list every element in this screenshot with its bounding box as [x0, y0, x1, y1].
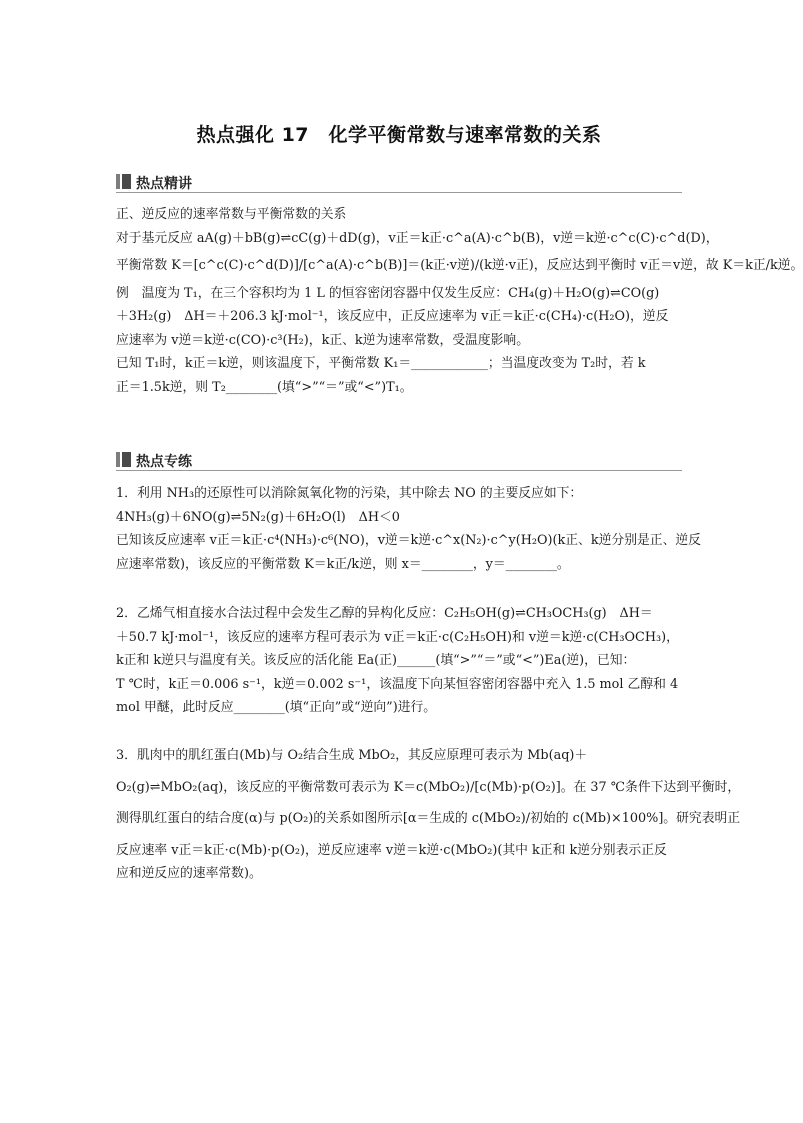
question-2 [116, 602, 682, 720]
intro-block [116, 203, 803, 399]
text-line: 测得肌红蛋白的结合度(α)与 p(O₂)的关系如图所示[α＝生成的 c(MbO₂)/初始的 c(Mb)×100%]。研究表明正 [116, 811, 741, 826]
question-1 [116, 482, 701, 576]
question-3 [116, 744, 741, 886]
text-line: 已知 T₁时，k正＝k逆，则该温度下，平衡常数 K₁＝____________；当温度改变为 T₂时，若 k [116, 356, 646, 371]
text-line: 应速率为 v逆＝k逆·c(CO)·c³(H₂)，k正、k逆为速率常数，受温度影响。 [116, 332, 530, 348]
section-header-explanation [116, 172, 682, 193]
text-line: mol 甲醚，此时反应________(填“正向”或“逆向”)进行。 [116, 700, 437, 715]
text-line: 正＝1.5k逆，则 T₂________(填“>”“＝”或“<”)T₁。 [116, 379, 413, 395]
section-marker-icon [116, 452, 132, 467]
page-title: 热点强化 17 化学平衡常数与速率常数的关系 [196, 124, 602, 146]
text-line: 反应速率 v正＝k正·c(Mb)·p(O₂)，逆反应速率 v逆＝k逆·c(MbO₂)(其中 k正和 k逆分别表示正反 [116, 842, 667, 858]
section-marker-icon [116, 174, 132, 189]
section-label: 热点精讲 [136, 176, 192, 192]
text-line: 应和逆反应的速率常数)。 [116, 866, 262, 881]
text-line: ＋3H₂(g) ΔH＝＋206.3 kJ·mol⁻¹，该反应中，正反应速率为 v正＝k正·c(CH₄)·c(H₂O)，逆反 [116, 309, 669, 324]
text-line: 对于基元反应 aA(g)＋bB(g)⇌cC(g)＋dD(g)，v正＝k正·c^a(A)·c^b(B)，v逆＝k逆·c^c(C)·c^d(D)， [116, 230, 719, 246]
text-line: k正和 k逆只与温度有关。该反应的活化能 Ea(正)______(填“>”“＝”或“<”)Ea(逆)，已知： [116, 653, 636, 668]
text-line: 1．利用 NH₃的还原性可以消除氮氧化物的污染，其中除去 NO 的主要反应如下： [116, 486, 583, 501]
text-line: 已知该反应速率 v正＝k正·c⁴(NH₃)·c⁶(NO)，v逆＝k逆·c^x(N₂)·c^y(H₂O)(k正、k逆分别是正、逆反 [116, 533, 701, 548]
text-line: 例 温度为 T₁，在三个容积均为 1 L 的恒容密闭容器中仅发生反应：CH₄(g)＋H₂O(g)⇌CO(g) [116, 285, 660, 301]
text-line: O₂(g)⇌MbO₂(aq)，该反应的平衡常数可表示为 K＝c(MbO₂)/[c(Mb)·p(O₂)]。在 37 ℃条件下达到平衡时， [116, 779, 741, 795]
section-header-practice [116, 450, 682, 471]
text-line: 3．肌肉中的肌红蛋白(Mb)与 O₂结合生成 MbO₂，其反应原理可表示为 Mb(aq)＋ [116, 748, 588, 763]
text-line: 2．乙烯气相直接水合法过程中会发生乙醇的异构化反应：C₂H₅OH(g)⇌CH₃OCH₃(g) ΔH＝ [116, 606, 653, 621]
intro-heading: 正、逆反应的速率常数与平衡常数的关系 [116, 207, 347, 222]
section-label: 热点专练 [136, 454, 192, 470]
text-line: 4NH₃(g)＋6NO(g)⇌5N₂(g)＋6H₂O(l) ΔH＜0 [116, 509, 400, 525]
text-line: ＋50.7 kJ·mol⁻¹，该反应的速率方程可表示为 v正＝k正·c(C₂H₅OH)和 v逆＝k逆·c(CH₃OCH₃)， [116, 629, 679, 645]
text-line: 应速率常数)，该反应的平衡常数 K＝k正/k逆，则 x＝________，y＝________。 [116, 556, 570, 572]
text-line: 平衡常数 K＝[c^c(C)·c^d(D)]/[c^a(A)·c^b(B)]＝(k正·v逆)/(k逆·v正)，反应达到平衡时 v正＝v逆，故 K＝k正/k逆。 [116, 258, 803, 273]
text-line: T ℃时，k正＝0.006 s⁻¹，k逆＝0.002 s⁻¹，该温度下向某恒容密闭容器中充入 1.5 mol 乙醇和 4 [116, 676, 679, 692]
